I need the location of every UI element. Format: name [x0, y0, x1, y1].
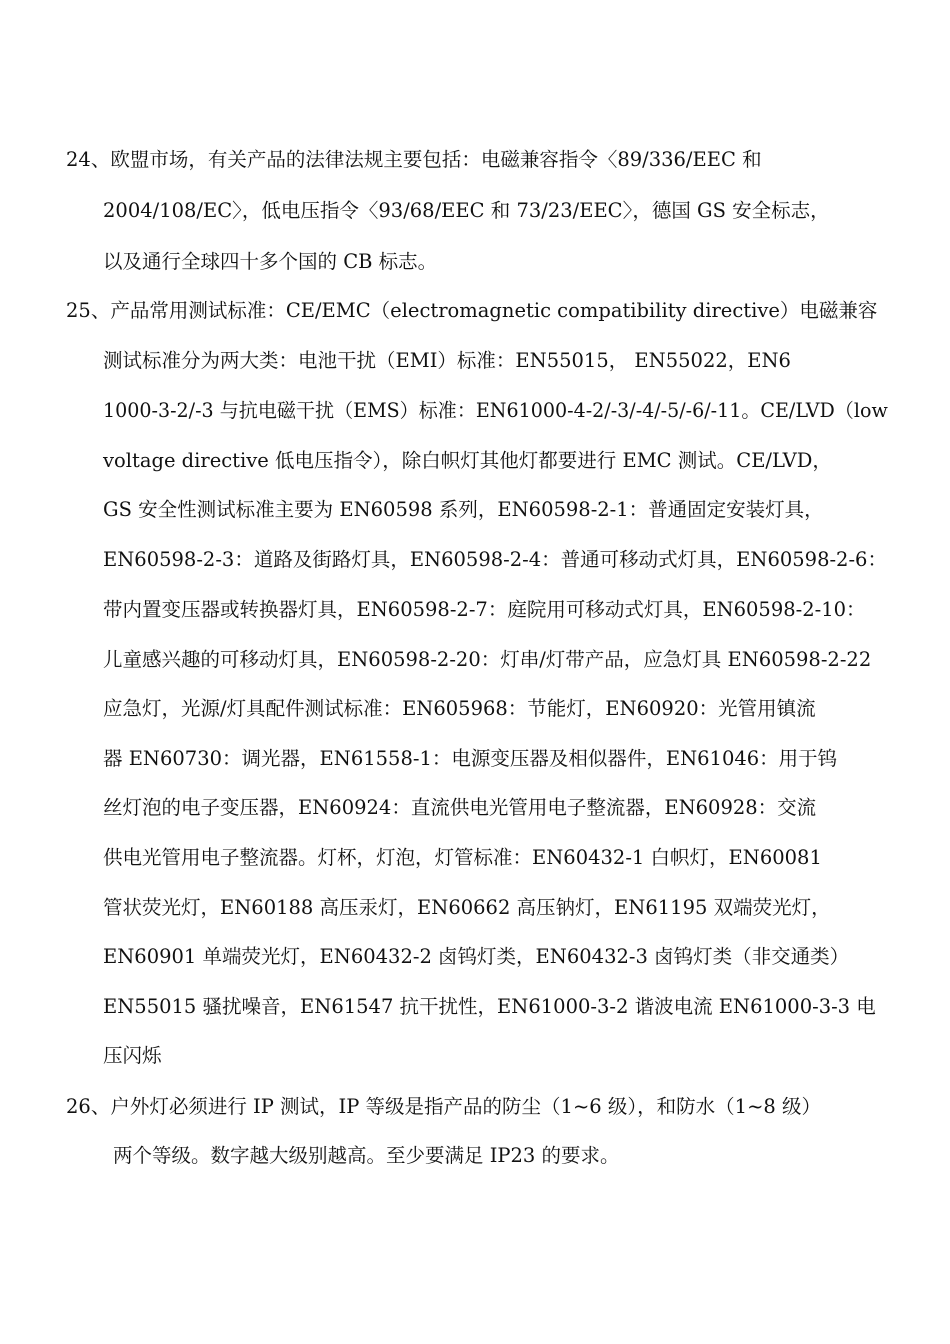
para-25-line-11: 丝灯泡的电子变压器，EN60924：直流供电光管用电子整流器，EN60928：交流 — [103, 796, 817, 819]
para-25-line-9: 应急灯，光源/灯具配件测试标准：EN605968：节能灯，EN60920：光管用镇流 — [103, 697, 816, 720]
para-25-line-3: 1000-3-2/-3 与抗电磁干扰（EMS）标准：EN61000-4-2/-3/-4/-5/-6/-11。CE/LVD（low — [103, 399, 888, 422]
para-25-line-7: 带内置变压器或转换器灯具，EN60598-2-7：庭院用可移动式灯具，EN60598-2-10： — [103, 598, 866, 621]
para-25-line-4: voltage directive 低电压指令），除白帜灯其他灯都要进行 EMC 测试。CE/LVD， — [103, 449, 832, 472]
para-25-line-6: EN60598-2-3：道路及街路灯具，EN60598-2-4：普通可移动式灯具，EN60598-2-6： — [103, 548, 887, 571]
para-25-line-5: GS 安全性测试标准主要为 EN60598 系列，EN60598-2-1：普通固定安装灯具， — [103, 498, 824, 521]
para-25-line-16: 压闪烁 — [103, 1044, 162, 1067]
para-25-line-15: EN55015 骚扰噪音，EN61547 抗干扰性，EN61000-3-2 谐波电流 EN61000-3-3 电 — [103, 995, 876, 1018]
para-24-line-1: 24、欧盟市场，有关产品的法律法规主要包括：电磁兼容指令〈89/336/EEC 和 — [66, 148, 762, 171]
para-26-line-2: 两个等级。数字越大级别越高。至少要满足 IP23 的要求。 — [113, 1144, 620, 1167]
para-26-line-1: 26、户外灯必须进行 IP 测试，IP 等级是指产品的防尘（1~6 级），和防水（1~8 级） — [66, 1095, 822, 1118]
para-25-line-1: 25、产品常用测试标准：CE/EMC（electromagnetic compatibility directive）电磁兼容 — [66, 299, 878, 322]
para-25-line-2: 测试标准分为两大类：电池干扰（EMI）标准：EN55015， EN55022，EN6 — [103, 349, 791, 372]
para-25-line-12: 供电光管用电子整流器。灯杯，灯泡，灯管标准：EN60432-1 白帜灯，EN60081 — [103, 846, 822, 869]
para-24-line-3: 以及通行全球四十多个国的 CB 标志。 — [103, 250, 438, 273]
para-24-line-2: 2004/108/EC〉，低电压指令〈93/68/EEC 和 73/23/EEC〉，德国 GS 安全标志， — [103, 199, 830, 222]
para-25-line-13: 管状荧光灯，EN60188 高压汞灯，EN60662 高压钠灯，EN61195 双端荧光灯， — [103, 896, 831, 919]
para-25-line-14: EN60901 单端荧光灯，EN60432-2 卤钨灯类，EN60432-3 卤钨灯类（非交通类） — [103, 945, 850, 968]
para-25-line-8: 儿童感兴趣的可移动灯具，EN60598-2-20：灯串/灯带产品，应急灯具 EN60598-2-22 — [103, 648, 872, 671]
para-25-line-10: 器 EN60730：调光器，EN61558-1：电源变压器及相似器件，EN61046：用于钨 — [103, 747, 838, 770]
